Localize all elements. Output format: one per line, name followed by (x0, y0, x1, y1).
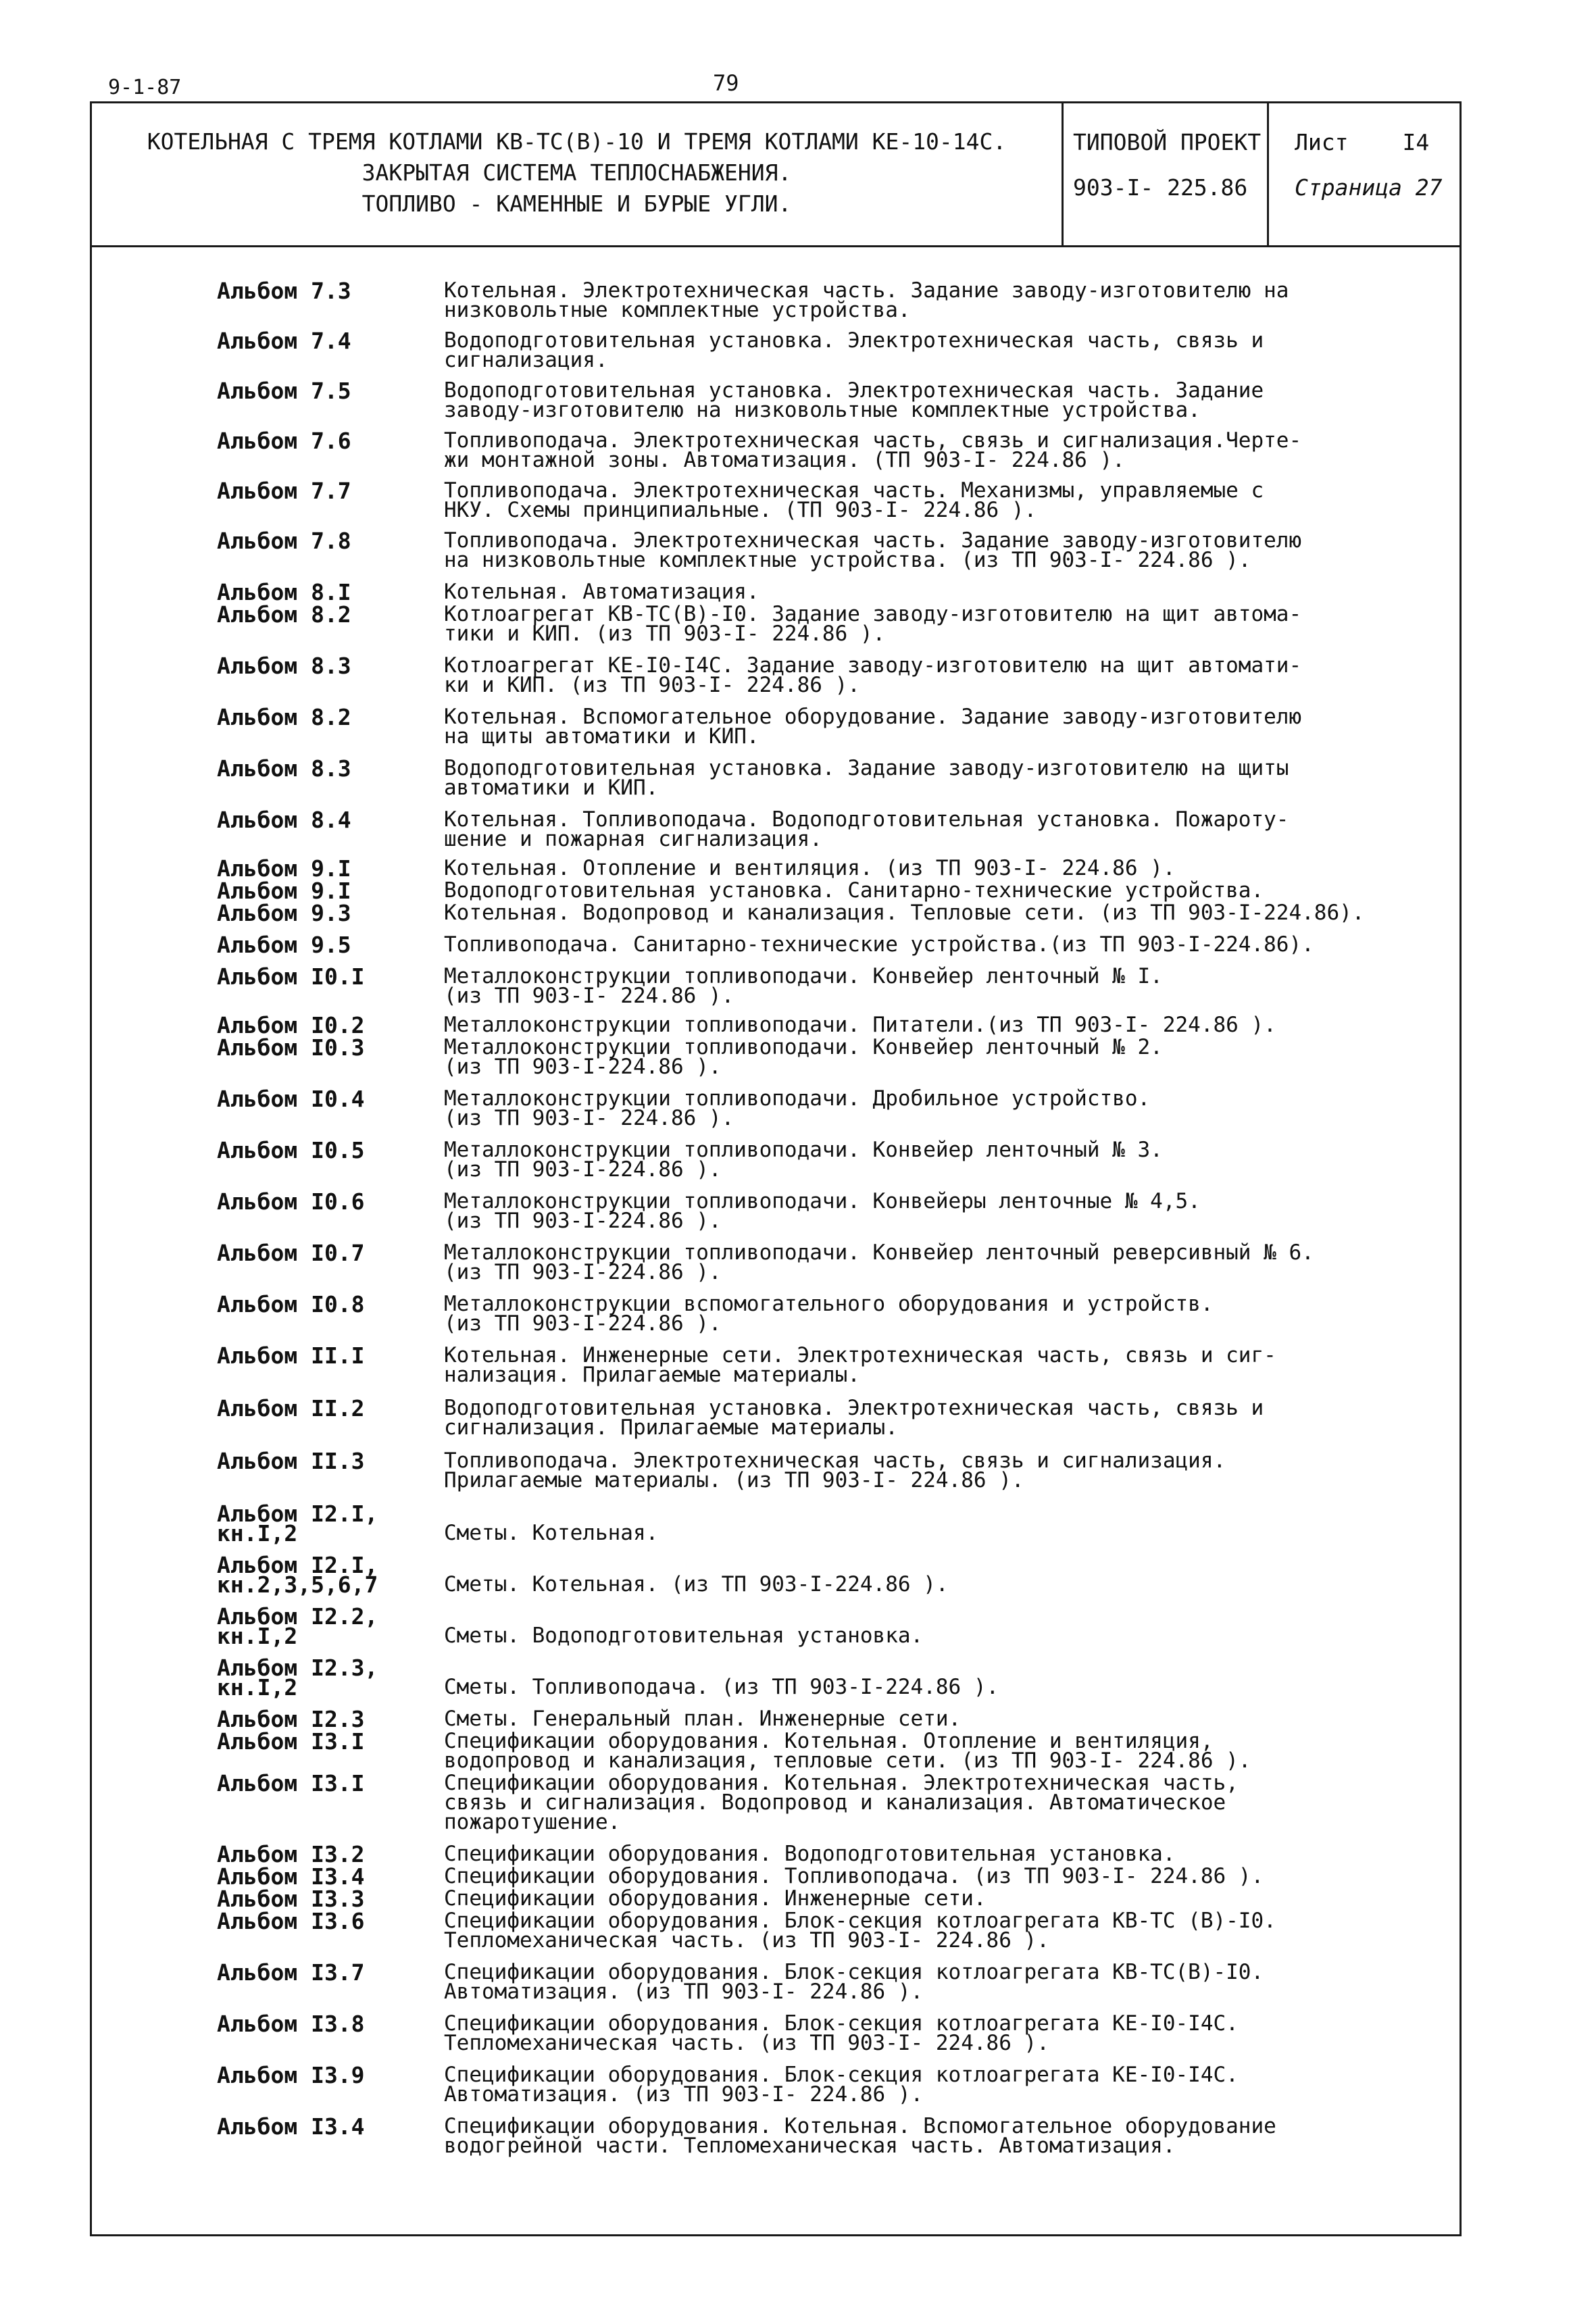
album-description (444, 2065, 1444, 2105)
album-number: Альбом I2.2, кн.I,2 (217, 1603, 378, 1649)
album-entry (92, 1137, 1460, 1182)
album-description (444, 1035, 1444, 1079)
album-description (444, 278, 1444, 322)
description-line: (из ТП 903-I-224.86 ). (444, 1260, 722, 1284)
description-line: жи монтажной зоны. Автоматизация. (ТП 903-I- 224.86 ). (444, 448, 1125, 472)
description-line: Водоподготовительная установка. Электротехническая часть, связь и (444, 1396, 1264, 1420)
description-line: Тепломеханическая часть. (из ТП 903-I- 224.86 ). (444, 2031, 1049, 2055)
description-line: Металлоконструкции топливоподачи. Дробильное устройство. (444, 1086, 1151, 1111)
album-entry (92, 1728, 1460, 1773)
description-line: Котельная. Инженерные сети. Электротехническая часть, связь и сиг- (444, 1343, 1276, 1367)
album-entry (92, 1448, 1460, 1492)
album-entry (92, 1863, 1460, 1890)
description-line: сигнализация. Прилагаемые материалы. (444, 1415, 898, 1440)
album-entry (92, 528, 1460, 572)
album-number: Альбом I3.8 (217, 2011, 365, 2037)
title-line: КОТЕЛЬНАЯ С ТРЕМЯ КОТЛАМИ КВ-ТС(В)-10 И ТРЕМЯ КОТЛАМИ КЕ-10-14С. (147, 128, 1007, 155)
description-line: Автоматизация. (из ТП 903-I- 224.86 ). (444, 1980, 924, 2004)
album-entry (92, 855, 1460, 882)
description-line: Сметы. Генеральный план. Инженерные сети. (444, 1707, 962, 1731)
description-line: сигнализация. (444, 348, 608, 372)
description-line: Сметы. Топливоподача. (из ТП 903-I-224.86 ). (444, 1675, 999, 1699)
description-line: Сметы. Водоподготовительная установка. (444, 1624, 924, 1648)
description-line: Котельная. Вспомогательное оборудование. Задание заводу-изготовителю (444, 705, 1302, 729)
description-line: Водоподготовительная установка. Электротехническая часть. Задание (444, 378, 1264, 403)
album-description (444, 1240, 1444, 1284)
description-line: Спецификации оборудования. Блок-секция котлоагрегата КВ-ТС (В)-I0. (444, 1909, 1276, 1933)
album-number: Альбом II.3 (217, 1448, 365, 1474)
album-description (444, 653, 1444, 697)
album-entry (92, 807, 1460, 851)
album-description (444, 1911, 1444, 1951)
album-number: Альбом I3.2 (217, 1841, 365, 1867)
album-number: Альбом 8.2 (217, 601, 351, 628)
description-line: Котельная. Электротехническая часть. Задание заводу-изготовителю на (444, 278, 1289, 303)
album-entry (92, 1034, 1460, 1079)
album-description (444, 1771, 1444, 1834)
album-description (444, 756, 1444, 800)
sheet-label: Лист (1295, 129, 1349, 155)
description-line: Металлоконструкции вспомогательного оборудования и устройств. (444, 1292, 1214, 1316)
album-description (444, 2011, 1444, 2055)
album-description (444, 2114, 1444, 2158)
description-line: Водоподготовительная установка. Электротехническая часть, связь и (444, 328, 1264, 353)
album-number: Альбом I3.4 (217, 1863, 365, 1890)
album-description (444, 1086, 1444, 1130)
album-number: Альбом 7.3 (217, 278, 351, 304)
description-line: (из ТП 903-I-224.86 ). (444, 1157, 722, 1182)
album-number: Альбом I2.3 (217, 1706, 365, 1732)
album-description (444, 1189, 1444, 1233)
album-description (444, 1960, 1444, 2004)
album-entry (92, 428, 1460, 472)
album-entry (92, 1395, 1460, 1440)
description-line: Спецификации оборудования. Котельная. Электротехническая часть, (444, 1771, 1239, 1795)
album-entry (92, 601, 1460, 646)
description-line: НКУ. Схемы принципиальные. (ТП 903-I- 224.86 ). (444, 498, 1037, 522)
description-line: Тепломеханическая часть. (из ТП 903-I- 224.86 ). (444, 1928, 1049, 1953)
album-number: Альбом I3.6 (217, 1908, 365, 1934)
title-block-name (92, 103, 1064, 245)
title-line: ТОПЛИВО - КАМЕННЫЕ И БУРЫЕ УГЛИ. (361, 191, 792, 217)
description-line: (из ТП 903-I- 224.86 ). (444, 1106, 734, 1130)
album-entry (92, 579, 1460, 605)
album-entry (92, 1342, 1460, 1387)
description-line: Котельная. Автоматизация. (444, 580, 759, 604)
album-description (444, 1140, 1444, 1180)
description-line: Водоподготовительная установка. Санитарно-технические устройства. (444, 878, 1264, 903)
album-entry (92, 2113, 1460, 2158)
description-line: (из ТП 903-I-224.86 ). (444, 1055, 722, 1079)
album-entry (92, 704, 1460, 749)
album-description (444, 478, 1444, 522)
album-description (444, 602, 1444, 646)
album-entry (92, 963, 1460, 1008)
description-line: Топливоподача. Санитарно-технические устройства.(из ТП 903-I-224.86). (444, 932, 1314, 957)
description-line: тики и КИП. (из ТП 903-I- 224.86 ). (444, 622, 886, 646)
album-list (92, 278, 1460, 2159)
album-entry (92, 1501, 1460, 1546)
album-number: Альбом I2.I, кн.I,2 (217, 1501, 378, 1546)
description-line: Металлоконструкции топливоподачи. Конвейер ленточный № I. (444, 964, 1163, 988)
album-number: Альбом II.2 (217, 1395, 365, 1422)
album-number: Альбом I0.2 (217, 1012, 365, 1038)
album-number: Альбом 9.I (217, 855, 351, 882)
description-line: Топливоподача. Электротехническая часть, связь и сигнализация.Черте- (444, 428, 1302, 453)
album-number: Альбом II.I (217, 1342, 365, 1369)
description-line: Котельная. Водопровод и канализация. Тепловые сети. (из ТП 903-I-224.86). (444, 901, 1365, 925)
description-line: Топливоподача. Электротехническая часть, связь и сигнализация. (444, 1449, 1226, 1473)
album-number: Альбом 8.I (217, 579, 351, 605)
album-number: Альбом I2.3, кн.I,2 (217, 1655, 378, 1701)
description-line: нализация. Прилагаемые материалы. (444, 1363, 860, 1387)
album-number: Альбом I3.7 (217, 1959, 365, 1986)
album-description (444, 1886, 1444, 1911)
album-number: Альбом 9.5 (217, 932, 351, 958)
album-description (444, 1709, 1444, 1729)
description-line: Водоподготовительная установка. Задание заводу-изготовителю на щиты (444, 756, 1289, 780)
description-line: Металлоконструкции топливоподачи. Питатели.(из ТП 903-I- 224.86 ). (444, 1013, 1276, 1037)
album-description (444, 428, 1444, 472)
album-entry (92, 1552, 1460, 1598)
description-line: Спецификации оборудования. Водоподготовительная установка. (444, 1842, 1176, 1866)
album-number: Альбом 8.3 (217, 653, 351, 679)
description-line: низковольтные комплектные устройства. (444, 298, 911, 322)
album-description (444, 1294, 1444, 1334)
description-line: шение и пожарная сигнализация. (444, 827, 822, 851)
document-frame (90, 101, 1462, 2236)
album-description (444, 903, 1444, 923)
album-description (444, 932, 1444, 957)
album-number: Альбом 8.3 (217, 755, 351, 782)
description-line: Топливоподача. Электротехническая часть. Механизмы, управляемые с (444, 478, 1264, 503)
description-line: Металлоконструкции топливоподачи. Конвейер ленточный № 3. (444, 1138, 1163, 1162)
album-number: Альбом I3.4 (217, 2113, 365, 2140)
description-line: Спецификации оборудования. Инженерные сети. (444, 1886, 987, 1911)
description-line: Металлоконструкции топливоподачи. Конвейеры ленточные № 4,5. (444, 1189, 1201, 1213)
album-description (444, 1015, 1444, 1035)
description-line: Автоматизация. (из ТП 903-I- 224.86 ). (444, 2082, 924, 2107)
album-number: Альбом 9.3 (217, 900, 351, 926)
album-description (444, 1864, 1444, 1888)
album-number: Альбом 7.7 (217, 478, 351, 504)
description-line: Сметы. Котельная. (444, 1521, 659, 1545)
title-block-project (1064, 103, 1269, 245)
description-line: заводу-изготовителю на низковольтные комплектные устройства. (444, 398, 1201, 422)
page-number: 79 (713, 70, 739, 96)
description-line: Спецификации оборудования. Блок-секция котлоагрегата КЕ-I0-I4С. (444, 2063, 1239, 2087)
album-number: Альбом I2.I, кн.2,3,5,6,7 (217, 1552, 378, 1598)
description-line: Котельная. Топливоподача. Водоподготовительная установка. Пожароту- (444, 807, 1289, 832)
title-block-sheet (1269, 103, 1460, 245)
album-entry (92, 1188, 1460, 1233)
album-number: Альбом 7.4 (217, 328, 351, 354)
description-line: (из ТП 903-I-224.86 ). (444, 1209, 722, 1233)
description-line: Котельная. Отопление и вентиляция. (из ТП 903-I- 224.86 ). (444, 856, 1176, 880)
album-description (444, 1844, 1444, 1864)
album-description (444, 1607, 1444, 1646)
album-entry (92, 878, 1460, 904)
album-description (444, 964, 1444, 1008)
description-line: (из ТП 903-I- 224.86 ). (444, 984, 734, 1008)
album-number: Альбом I0.5 (217, 1137, 365, 1163)
album-entry (92, 1770, 1460, 1834)
description-line: Металлоконструкции топливоподачи. Конвейер ленточный № 2. (444, 1035, 1163, 1059)
album-entry (92, 1706, 1460, 1732)
album-description (444, 328, 1444, 372)
page-label: Страница 27 (1295, 174, 1443, 201)
sheet-value: I4 (1402, 129, 1430, 155)
album-description (444, 707, 1444, 747)
album-entry (92, 378, 1460, 422)
description-line: ки и КИП. (из ТП 903-I- 224.86 ). (444, 673, 860, 697)
album-entry (92, 755, 1460, 800)
description-line: Прилагаемые материалы. (из ТП 903-I- 224.86 ). (444, 1468, 1024, 1492)
album-description (444, 878, 1444, 903)
album-number: Альбом 7.6 (217, 428, 351, 454)
album-description (444, 1729, 1444, 1773)
description-line: автоматики и КИП. (444, 776, 659, 800)
album-number: Альбом I0.3 (217, 1034, 365, 1061)
album-number: Альбом I0.8 (217, 1291, 365, 1317)
description-line: на низковольтные комплектные устройства. (из ТП 903-I- 224.86 ). (444, 548, 1251, 572)
album-description (444, 378, 1444, 422)
album-description (444, 807, 1444, 851)
album-description (444, 528, 1444, 572)
album-entry (92, 2011, 1460, 2055)
album-number: Альбом 8.4 (217, 807, 351, 833)
album-entry (92, 1240, 1460, 1284)
album-description (444, 1504, 1444, 1543)
description-line: Котлоагрегат КВ-ТС(В)-I0. Задание заводу-изготовителю на щит автома- (444, 602, 1302, 626)
project-number: 903-I- 225.86 (1073, 174, 1248, 201)
album-entry (92, 2062, 1460, 2107)
description-line: водопровод и канализация, тепловые сети. (из ТП 903-I- 224.86 ). (444, 1749, 1251, 1773)
description-line: водогрейной части. Тепломеханическая часть. Автоматизация. (444, 2134, 1176, 2158)
album-number: Альбом 7.8 (217, 528, 351, 554)
album-entry (92, 328, 1460, 372)
album-description (444, 582, 1444, 602)
title-line: ЗАКРЫТАЯ СИСТЕМА ТЕПЛОСНАБЖЕНИЯ. (361, 159, 792, 186)
album-number: Альбом I0.4 (217, 1086, 365, 1112)
album-description (444, 856, 1444, 880)
title-block (92, 103, 1460, 247)
description-line: Спецификации оборудования. Котельная. Вспомогательное оборудование (444, 2114, 1276, 2138)
project-label: ТИПОВОЙ ПРОЕКТ (1073, 129, 1262, 155)
description-line: Топливоподача. Электротехническая часть. Задание заводу-изготовителю (444, 528, 1302, 553)
album-entry (92, 1886, 1460, 1912)
description-line: Металлоконструкции топливоподачи. Конвейер ленточный реверсивный № 6. (444, 1240, 1314, 1265)
album-number: Альбом 9.I (217, 878, 351, 904)
album-description (444, 1658, 1444, 1697)
album-description (444, 1343, 1444, 1387)
album-number: Альбом I0.I (217, 963, 365, 990)
album-number: Альбом I3.3 (217, 1886, 365, 1912)
album-number: Альбом 8.2 (217, 704, 351, 730)
description-line: Сметы. Котельная. (из ТП 903-I-224.86 ). (444, 1572, 949, 1596)
album-description (444, 1396, 1444, 1440)
album-entry (92, 1291, 1460, 1336)
album-entry (92, 1086, 1460, 1130)
album-number: Альбом I0.6 (217, 1188, 365, 1215)
document-code: 9-1-87 (108, 76, 182, 99)
description-line: связь и сигнализация. Водопровод и канализация. Автоматическое (444, 1790, 1226, 1815)
album-description (444, 1451, 1444, 1490)
album-entry (92, 900, 1460, 926)
description-line: пожаротушение. (444, 1810, 621, 1834)
description-line: на щиты автоматики и КИП. (444, 724, 759, 749)
album-entry (92, 1841, 1460, 1867)
album-entry (92, 478, 1460, 522)
album-entry (92, 932, 1460, 958)
description-line: Спецификации оборудования. Блок-секция котлоагрегата КВ-ТС(В)-I0. (444, 1960, 1264, 1984)
album-number: Альбом I3.I (217, 1728, 365, 1755)
album-entry (92, 1603, 1460, 1649)
album-entry (92, 1012, 1460, 1038)
album-entry (92, 1908, 1460, 1953)
album-number: Альбом I3.I (217, 1770, 365, 1796)
album-entry (92, 1655, 1460, 1701)
album-description (444, 1555, 1444, 1594)
description-line: Спецификации оборудования. Топливоподача. (из ТП 903-I- 224.86 ). (444, 1864, 1264, 1888)
album-number: Альбом I3.9 (217, 2062, 365, 2088)
album-entry (92, 278, 1460, 322)
album-number: Альбом 7.5 (217, 378, 351, 404)
album-number: Альбом I0.7 (217, 1240, 365, 1266)
description-line: Котлоагрегат КЕ-I0-I4С. Задание заводу-изготовителю на щит автомати- (444, 653, 1302, 678)
description-line: Спецификации оборудования. Котельная. Отопление и вентиляция, (444, 1729, 1214, 1753)
album-entry (92, 1959, 1460, 2004)
album-entry (92, 653, 1460, 697)
description-line: Спецификации оборудования. Блок-секция котлоагрегата КЕ-I0-I4С. (444, 2011, 1239, 2036)
description-line: (из ТП 903-I-224.86 ). (444, 1311, 722, 1336)
